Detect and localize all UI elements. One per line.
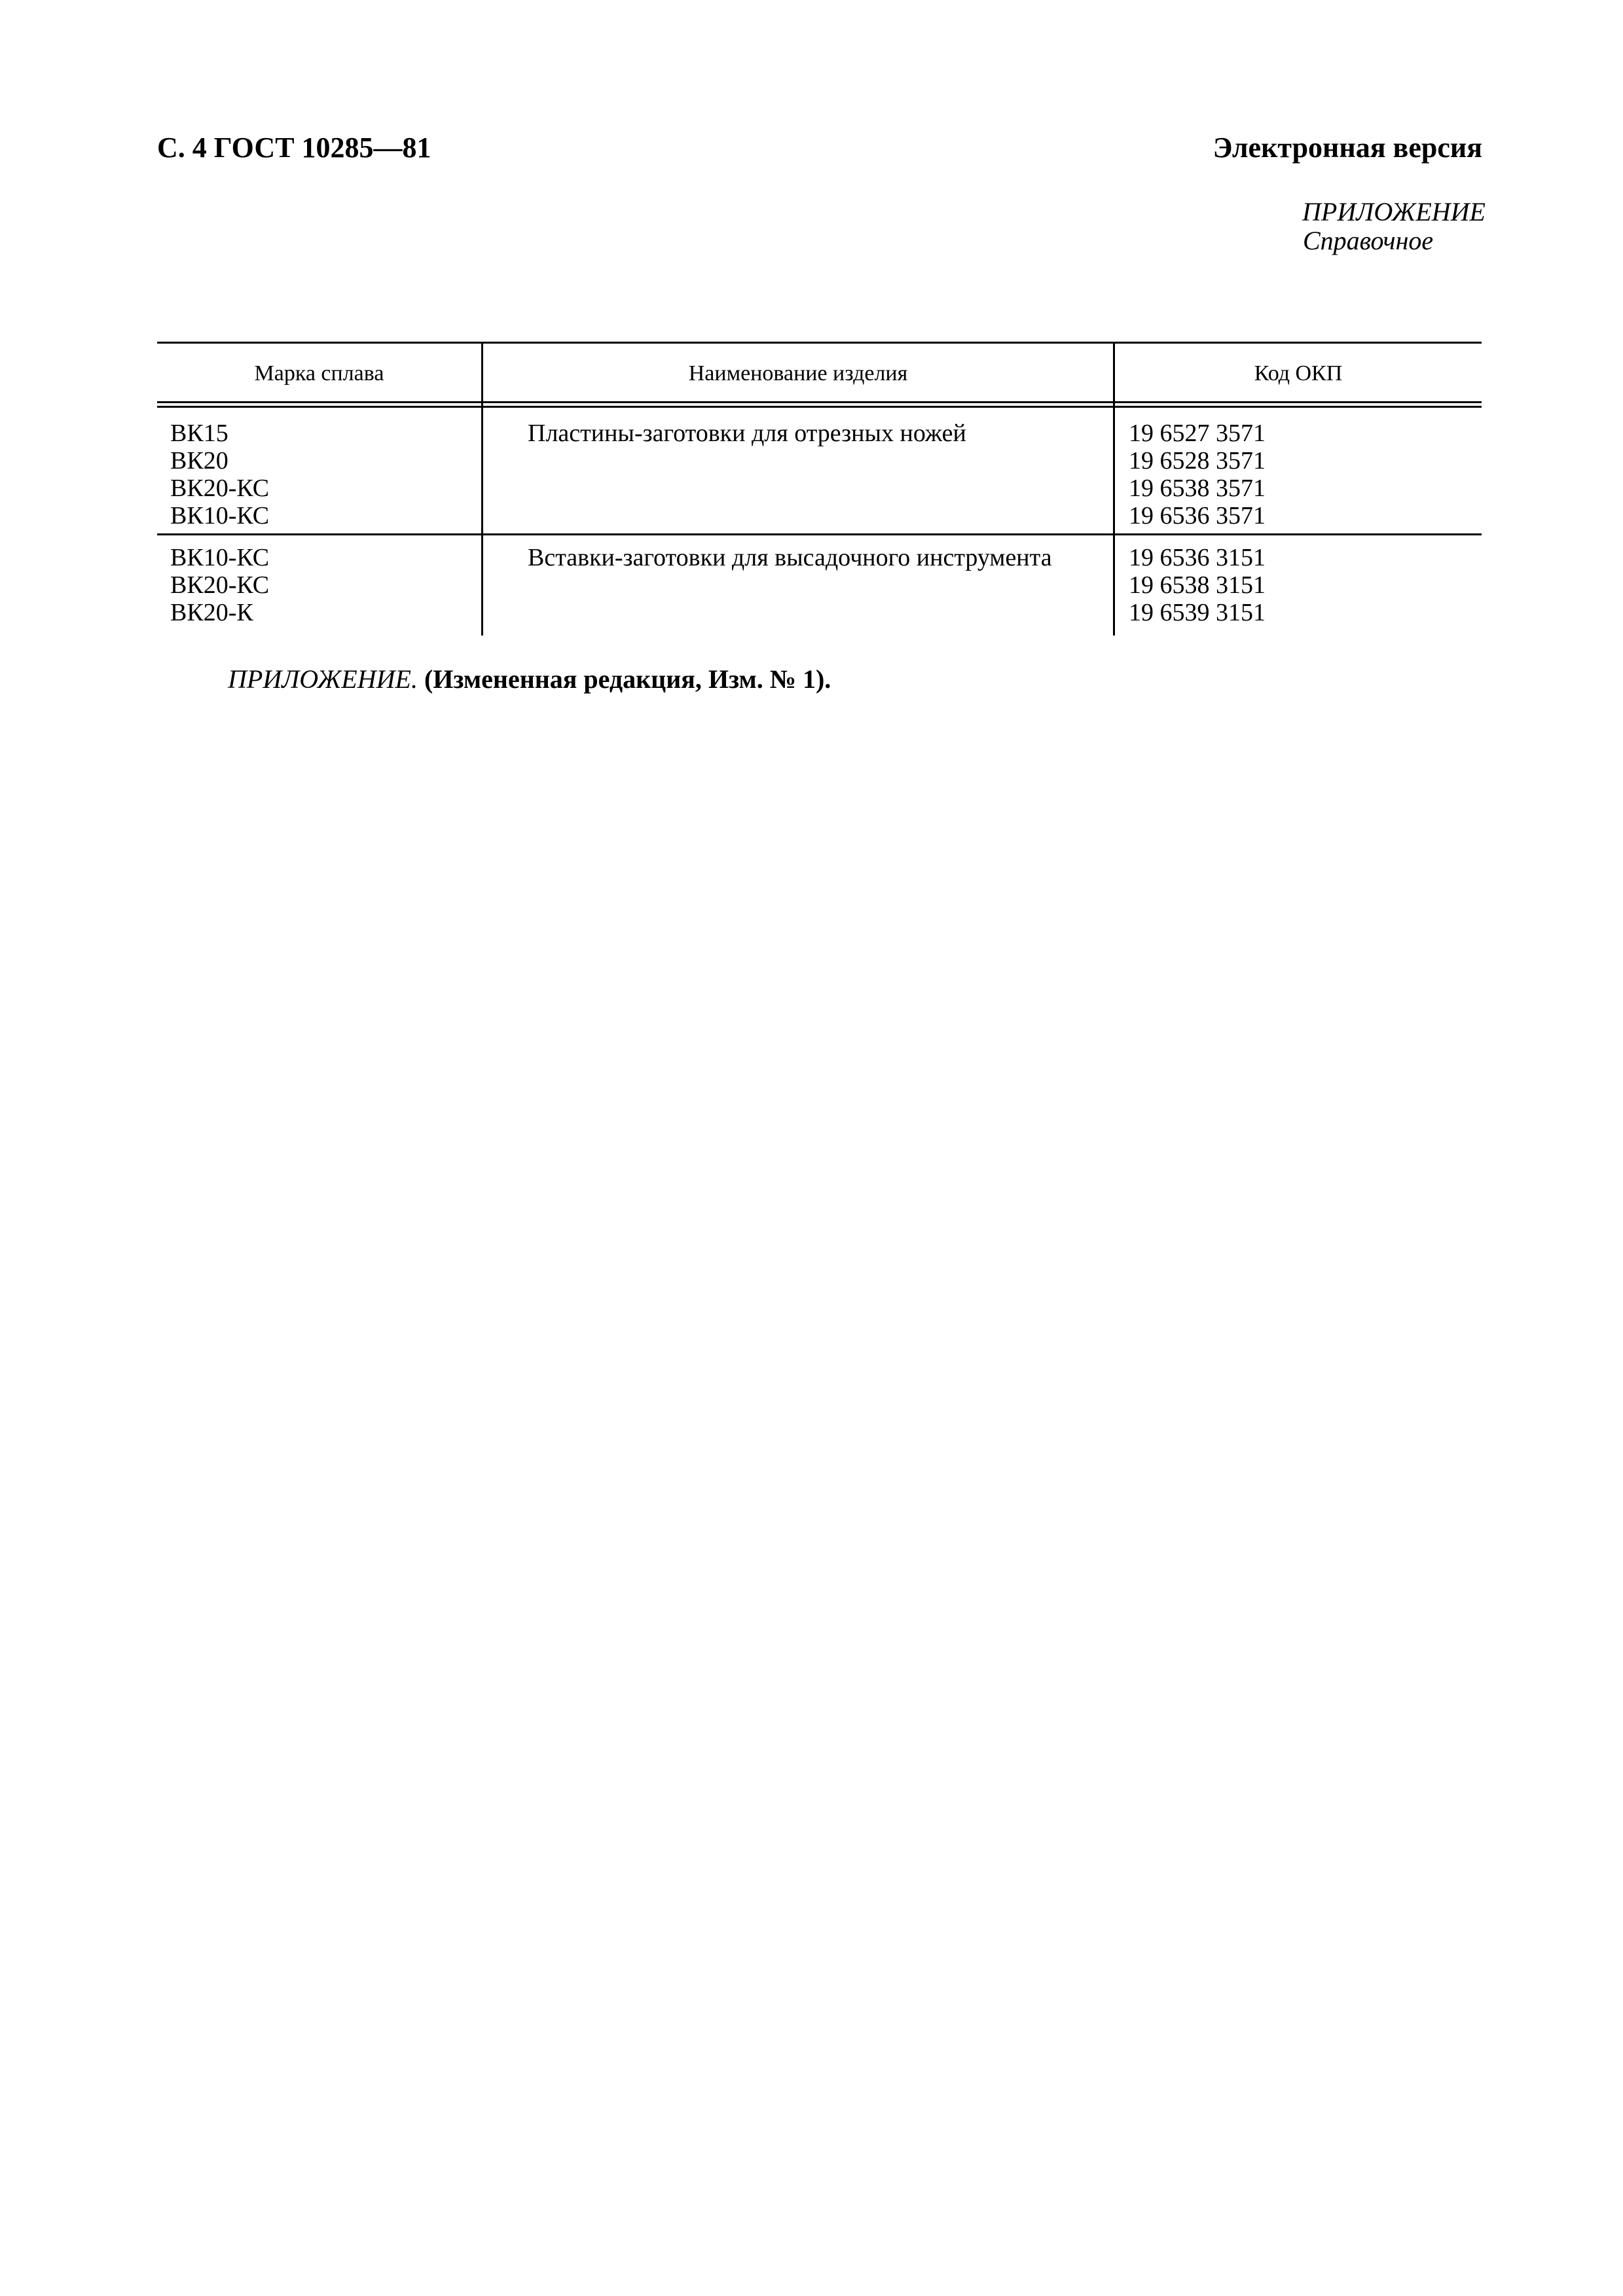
product-cell: Пластины-заготовки для отрезных ножей [528,420,966,447]
grade-value: ВК20-К [170,599,253,626]
product-cell: Вставки-заготовки для высадочного инструмента [528,544,1052,571]
column-header-product: Наименование изделия [688,361,908,386]
okp-code-value: 19 6536 3151 [1129,544,1266,571]
grade-value: ВК20 [170,447,228,475]
okp-code-value: 19 6536 3571 [1129,502,1266,529]
amendment-note-text: (Измененная редакция, Изм. № 1). [424,664,831,694]
okp-code-value: 19 6528 3571 [1129,447,1266,475]
okp-code-value: 19 6539 3151 [1129,599,1266,626]
okp-code-value: 19 6538 3151 [1129,571,1266,599]
grade-value: ВК20-КС [170,571,270,599]
okp-code-value: 19 6527 3571 [1129,420,1266,447]
column-header-grade: Марка сплава [254,361,384,386]
okp-code-value: 19 6538 3571 [1129,475,1266,502]
okp-code-cell [1129,420,1266,529]
page-header-right: Электронная версия [1213,132,1482,164]
group-divider [157,533,1482,535]
okp-code-table [157,342,1482,636]
okp-code-cell [1129,544,1266,626]
grade-value: ВК15 [170,420,228,447]
appendix-type: Справочное [1303,226,1434,255]
header-rule [157,401,1482,403]
column-header-okp-code: Код ОКП [1254,361,1343,386]
grade-cell [170,544,269,626]
grade-value: ВК10-КС [170,544,270,571]
header-rule [157,406,1482,408]
amendment-note [228,661,831,698]
grade-cell [170,420,269,529]
grade-value: ВК10-КС [170,502,270,529]
appendix-title: ПРИЛОЖЕНИЕ [1302,197,1486,226]
page-header-left: С. 4 ГОСТ 10285—81 [157,132,431,164]
grade-value: ВК20-КС [170,475,270,502]
amendment-note-label: ПРИЛОЖЕНИЕ. [228,664,418,694]
